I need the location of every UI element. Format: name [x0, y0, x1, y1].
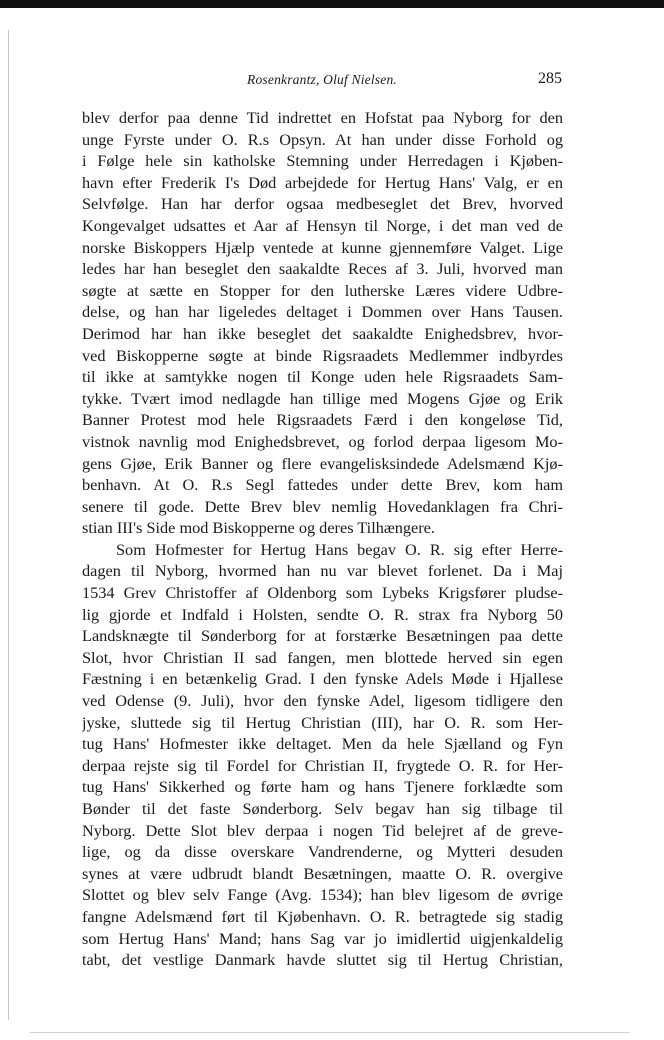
text-line: som Hertug Hans' Mand; hans Sag var jo imidlertid uigjenkaldelig — [82, 928, 563, 948]
text-line: synes at være udbrudt blandt Besætningen, maatte O. R. overgive — [82, 863, 563, 883]
text-line: Kongevalget udsattes et Aar af Hensyn til Norge, i det man ved de — [82, 215, 563, 235]
text-line: Fæstning i en betænkelig Grad. I den fynske Adels Møde i Hjallese — [82, 669, 563, 689]
text-line: 1534 Grev Christoffer af Oldenborg som Lybeks Krigsfører pludse- — [82, 583, 563, 603]
text-line: Bønder til det faste Sønderborg. Selv begav han sig tilbage til — [82, 799, 563, 818]
text-line: unge Fyrste under O. R.s Opsyn. At han under disse Forhold og — [82, 129, 563, 149]
text-line: lig gjorde et Indfald i Holsten, sendte O. R. strax fra Nyborg 50 — [82, 604, 563, 624]
text-line: i Følge hele sin katholske Stemning under Herredagen i Kjøben- — [82, 151, 563, 171]
text-line: Banner Protest mod hele Rigsraadets Færd i den kongeløse Tid, — [82, 410, 563, 430]
text-line: delse, og han har ligeledes deltaget i Dommen over Hans Tausen. — [82, 302, 563, 322]
text-line: Slot, hvor Christian II sad fangen, men blottede herved sin egen — [82, 647, 563, 667]
text-line: norske Biskoppers Hjælp ventede at kunne gjennemføre Valget. Lige — [82, 237, 563, 257]
text-line: ved Biskopperne søgte at binde Rigsraadets Medlemmer indbyrdes — [82, 345, 563, 365]
text-line: fangne Adelsmænd ført til Kjøbenhavn. O. R. betragtede sig stadig — [82, 906, 563, 926]
text-line: ledes har han beseglet den saakaldte Reces af 3. Juli, hvorved man — [82, 259, 563, 279]
text-line: senere til gode. Dette Brev blev nemlig Hovedanklagen fra Chri- — [82, 496, 563, 516]
page-number: 285 — [538, 70, 562, 87]
page-header — [82, 72, 562, 96]
text-line: til ikke at samtykke nogen til Konge uden hele Rigsraadets Sam- — [82, 367, 563, 387]
text-line: tabt, det vestlige Danmark havde sluttet sig til Hertug Christian, — [82, 950, 563, 970]
text-line: Selvfølge. Han har derfor ogsaa medbeseglet det Brev, hvorved — [82, 194, 563, 214]
text-line: ved Odense (9. Juli), hvor den fynske Adel, ligesom tidligere den — [82, 691, 563, 711]
text-line: Slottet og blev selv Fange (Avg. 1534); han blev ligesom de øvrige — [82, 885, 563, 905]
text-line: Nyborg. Dette Slot blev derpaa i nogen Tid belejret af de greve- — [82, 820, 563, 840]
text-line: jyske, sluttede sig til Hertug Christian (III), har O. R. som Her- — [82, 712, 563, 732]
text-line: tug Hans' Hofmester ikke deltaget. Men da hele Sjælland og Fyn — [82, 734, 563, 754]
body-text — [82, 107, 563, 971]
text-line: søgte at sætte en Stopper for den lutherske Læres videre Udbre- — [82, 280, 563, 300]
page-bottom-edge — [30, 1032, 630, 1033]
text-line: Landsknægte til Sønderborg for at forstærke Besætningen paa dette — [82, 626, 563, 646]
text-line: derpaa rejste sig til Fordel for Christian II, frygtede O. R. for Her- — [82, 755, 563, 775]
running-title: Rosenkrantz, Oluf Nielsen. — [247, 72, 397, 87]
text-line: blev derfor paa denne Tid indrettet en Hofstat paa Nyborg for den — [82, 108, 563, 127]
text-line: benhavn. At O. R.s Segl fattedes under dette Brev, kom ham — [82, 475, 563, 495]
text-line: tykke. Tvært imod nedlagde han tillige med Mogens Gjøe og Erik — [82, 388, 563, 408]
top-border-rule — [0, 0, 664, 8]
text-line: vistnok navnlig mod Enighedsbrevet, og forlod derpaa ligesom Mo- — [82, 431, 563, 451]
text-line: havn efter Frederik I's Død arbejdede for Hertug Hans' Valg, er en — [82, 172, 563, 192]
text-line: gens Gjøe, Erik Banner og flere evangelisksindede Adelsmænd Kjø- — [82, 453, 563, 473]
text-line: Som Hofmester for Hertug Hans begav O. R. sig efter Herre- — [116, 539, 563, 559]
text-line: Derimod har han ikke beseglet det saakaldte Enighedsbrev, hvor- — [82, 323, 563, 343]
text-line: tug Hans' Sikkerhed og førte ham og hans Tjenere forklædte som — [82, 777, 563, 797]
page-left-edge — [8, 30, 9, 1020]
text-line: dagen til Nyborg, hvormed han nu var blevet forlenet. Da i Maj — [82, 561, 563, 581]
text-line: lige, og da disse overskare Vandrenderne, og Mytteri desuden — [82, 842, 563, 862]
text-line: stian III's Side mod Biskopperne og deres Tilhængere. — [82, 518, 435, 538]
